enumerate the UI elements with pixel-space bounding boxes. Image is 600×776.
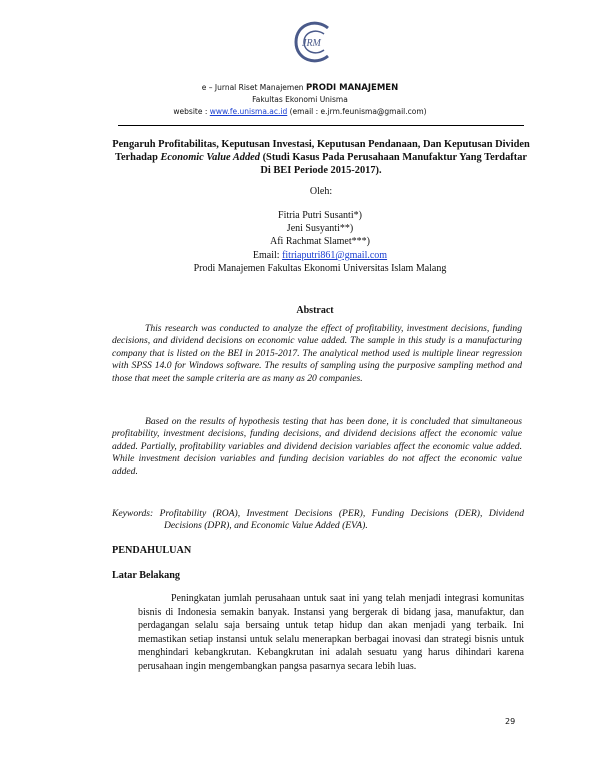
institution: Prodi Manajemen Fakultas Ekonomi Universitas Islam Malang xyxy=(193,263,447,274)
prodi-name: PRODI MANAJEMEN xyxy=(305,83,399,93)
keywords: Keywords: Profitability (ROA), Investment Decisions (PER), Funding Decisions (DER), Dividend Decisions (DPR), and Economic Value Added (EVA). xyxy=(112,508,524,532)
section-pendahuluan: PENDAHULUAN xyxy=(112,545,192,556)
website-line: website : www.fe.unisma.ac.id (email : e.jrm.feunisma@gmail.com) xyxy=(173,107,427,116)
jrm-logo xyxy=(288,18,338,80)
logo-text: JRM xyxy=(302,38,321,49)
paper-title: Pengaruh Profitabilitas, Keputusan Investasi, Keputusan Pendanaan, Dan Keputusan Dividen Terhadap Economic Value Added (Studi Kasus Pada Perusahaan Manufaktur Yang Terdaftar Di BEI Periode 2015-2017). xyxy=(112,139,530,176)
abstract-paragraph-2: Based on the results of hypothesis testing that has been done, it is concluded that simultaneous profitability, investment decisions, funding decisions, and dividend decisions affect the economic value added. Partially, profitability variables and dividend decision variables affect the economic value added. While investment decision variables and funding decision variables do not affect the economic value added. xyxy=(112,416,522,477)
email-line: Email: fitriaputri861@gmail.com xyxy=(252,250,388,261)
journal-name-line: e – Jurnal Riset Manajemen PRODI MANAJEMEN xyxy=(201,83,399,93)
subsection-latar-belakang: Latar Belakang xyxy=(112,570,181,581)
abstract-paragraph-1: This research was conducted to analyze the effect of profitability, investment decisions, funding decisions, and dividend decisions on economic value added. The sample in this study is a manufacturing company that is listed on the BEI in 2015-2017. The analytical method used is multiple linear regression with SPSS 14.0 for Windows software. The results of sampling using the purposive sampling method and those that meet the sample criteria are as many as 20 companies. xyxy=(112,323,522,384)
author-2: Jeni Susyanti**) xyxy=(286,223,354,234)
oleh-label: Oleh: xyxy=(309,186,333,197)
body-paragraph: Peningkatan jumlah perusahaan untuk saat ini yang telah menjadi integrasi komunitas bisnis di Indonesia semakin banyak. Instansi yang bergerak di bidang jasa, manufaktur, dan perdagangan selalu saja bersaing untuk tetap hidup dan akan menjadi yang terbaik. Ini memastikan setiap instansi untuk selalu menerapkan berbagai inovasi dan strategi bisnis untuk menghindari kebangkrutan. Kebangkrutan ini adalah sesuatu yang harus dihindari karena perusahaan ingin mengembangkan pangsa pasarnya secara lebih luas. xyxy=(138,593,524,672)
abstract-heading: Abstract xyxy=(296,305,334,316)
author-1: Fitria Putri Susanti*) xyxy=(278,210,362,221)
email-link[interactable]: fitriaputri861@gmail.com xyxy=(282,250,388,261)
author-3: Afi Rachmat Slamet***) xyxy=(270,236,370,247)
website-link[interactable]: www.fe.unisma.ac.id xyxy=(209,107,288,116)
header-divider xyxy=(118,125,524,126)
page-number: 29 xyxy=(505,717,516,726)
faculty-line: Fakultas Ekonomi Unisma xyxy=(252,95,348,104)
